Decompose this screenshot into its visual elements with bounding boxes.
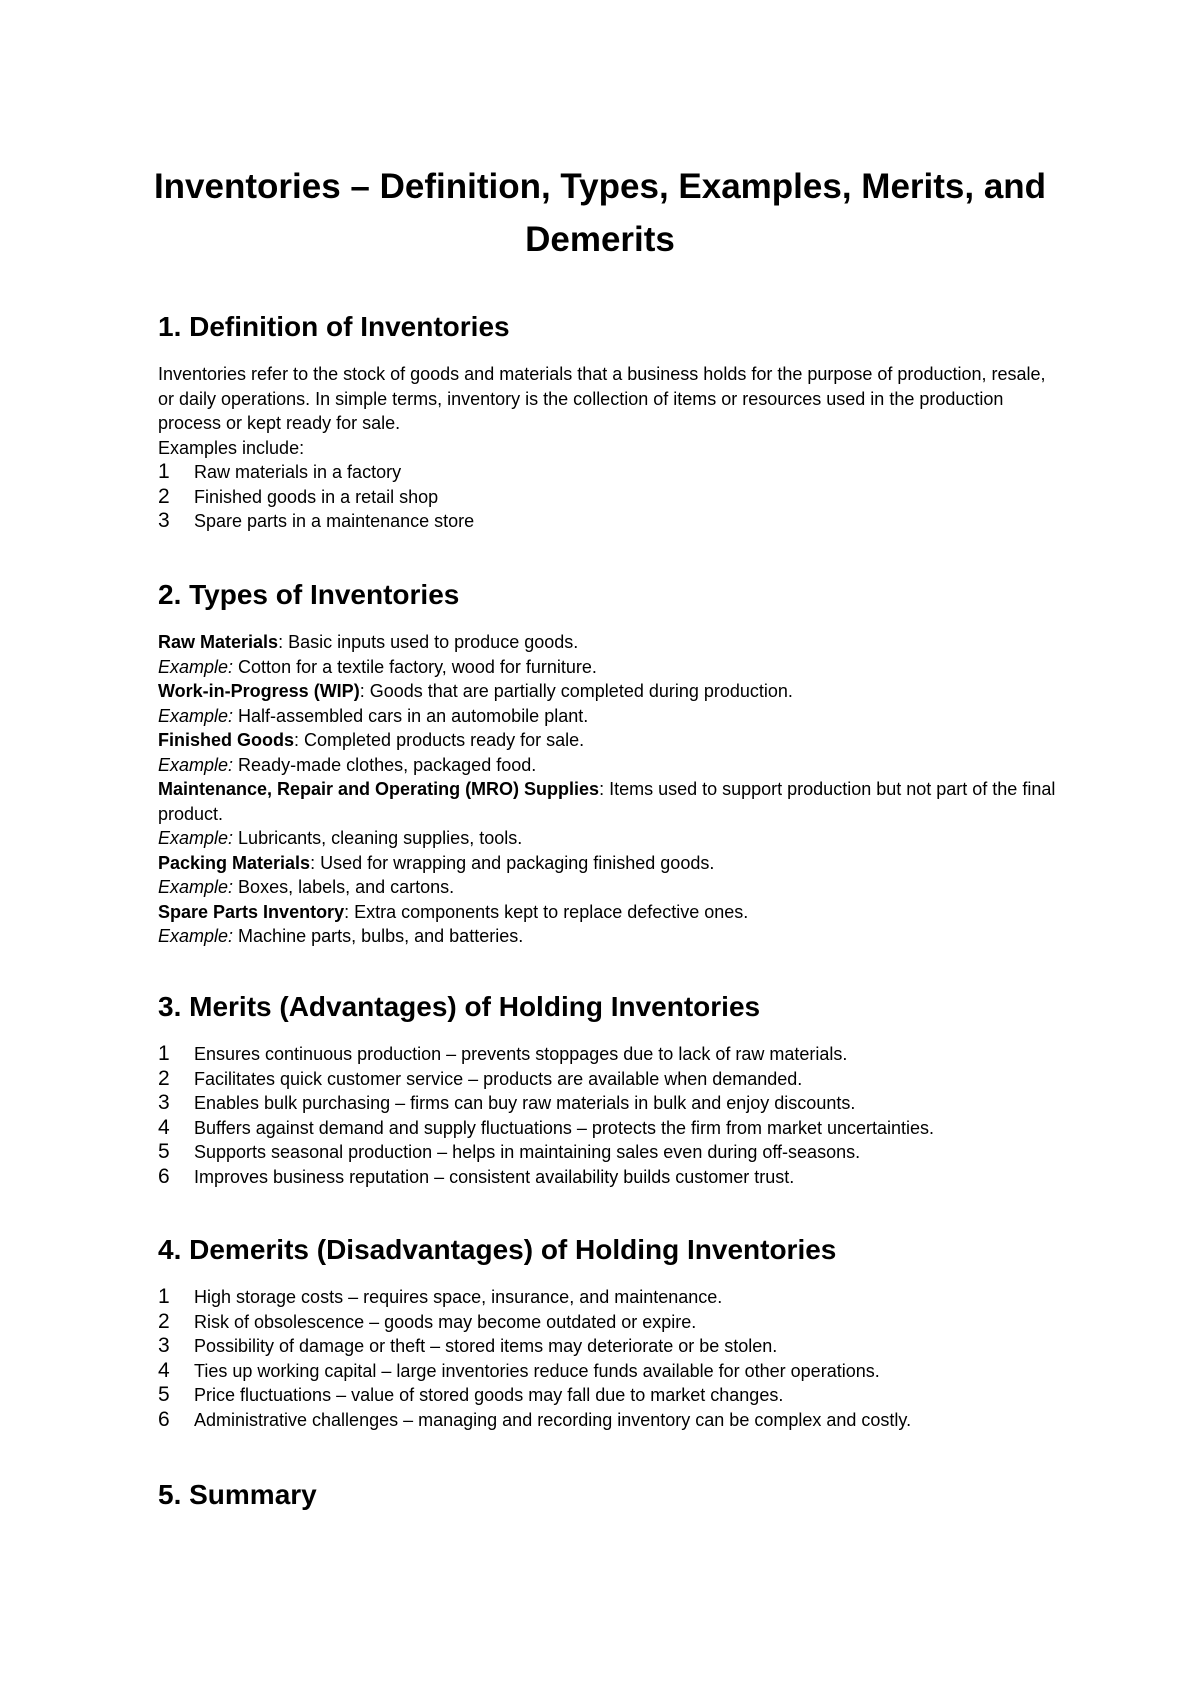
list-text: Risk of obsolescence – goods may become outdated or expire. [194,1311,697,1332]
demerits-list [158,1285,1058,1432]
type-example [158,753,1058,778]
type-name: Packing Materials [158,852,311,873]
list-item [158,485,1058,510]
type-name: Finished Goods [158,730,295,750]
type-description: : Completed products ready for sale. [294,730,585,750]
list-text: Supports seasonal production – helps in maintaining sales even during off-seasons. [194,1142,861,1162]
list-item [158,1091,1058,1116]
section-types [158,578,1058,949]
list-item [158,1359,1058,1384]
list-text: High storage costs – requires space, insurance, and maintenance. [194,1287,723,1307]
example-text: Boxes, labels, and cartons. [233,877,455,897]
section-definition [158,310,1058,534]
example-label: Example: [158,754,234,775]
list-item [158,1042,1058,1067]
example-text: Cotton for a textile factory, wood for furniture. [233,656,597,677]
list-number: 5 [158,1140,170,1163]
type-description: : Items used to support production but not part of the final product. [158,779,1056,824]
list-number: 1 [158,1042,170,1065]
example-label: Example: [158,705,234,726]
section-heading: 2. Types of Inventories [158,579,460,610]
list-item [158,1334,1058,1359]
list-number: 5 [158,1383,170,1406]
type-name: Raw Materials [158,632,279,652]
list-number: 2 [158,1066,170,1090]
type-example [158,826,1058,851]
section-heading: 4. Demerits (Disadvantages) of Holding Inventories [158,1234,837,1265]
type-name: Spare Parts Inventory [158,901,345,922]
list-item [158,1140,1058,1165]
list-item [158,1310,1058,1335]
section-heading: 1. Definition of Inventories [158,311,510,342]
list-item [158,1067,1058,1092]
merits-list [158,1042,1058,1189]
list-number: 2 [158,484,170,508]
type-name: Work-in-Progress (WIP) [158,681,360,701]
list-number: 1 [158,460,170,483]
example-text: Lubricants, cleaning supplies, tools. [233,828,523,848]
list-item [158,1383,1058,1408]
list-text: Administrative challenges – managing and recording inventory can be complex and costly. [194,1409,912,1430]
type-definition [158,900,1058,925]
list-text: Price fluctuations – value of stored goods may fall due to market changes. [194,1385,784,1405]
list-number: 4 [158,1115,170,1139]
example-text: Machine parts, bulbs, and batteries. [233,926,524,946]
section-merits [158,990,1058,1189]
list-number: 3 [158,1091,170,1114]
type-description: : Extra components kept to replace defective ones. [344,901,749,922]
type-description: : Used for wrapping and packaging finished goods. [310,852,715,873]
type-description: : Goods that are partially completed during production. [359,681,793,701]
section-heading: 3. Merits (Advantages) of Holding Inventories [158,991,761,1022]
example-label: Example: [158,656,234,677]
list-text: Spare parts in a maintenance store [194,511,475,531]
examples-intro: Examples include: [158,437,305,458]
list-item [158,1285,1058,1310]
example-label: Example: [158,828,234,848]
list-item [158,1165,1058,1190]
list-number: 3 [158,509,170,532]
type-definition [158,777,1058,826]
type-example [158,704,1058,729]
example-text: Ready-made clothes, packaged food. [233,754,537,775]
list-text: Facilitates quick customer service – products are available when demanded. [194,1068,803,1089]
list-item [158,509,1058,534]
list-number: 4 [158,1358,170,1382]
example-label: Example: [158,877,234,897]
examples-list [158,460,1058,534]
list-text: Ensures continuous production – prevents stoppages due to lack of raw materials. [194,1044,848,1064]
list-number: 2 [158,1309,170,1333]
section-demerits [158,1233,1058,1432]
list-item [158,1116,1058,1141]
type-definition [158,679,1058,704]
type-example [158,875,1058,900]
list-text: Enables bulk purchasing – firms can buy raw materials in bulk and enjoy discounts. [194,1093,856,1113]
type-example [158,924,1058,949]
list-number: 3 [158,1334,170,1357]
list-number: 6 [158,1164,170,1188]
list-text: Ties up working capital – large inventories reduce funds available for other operations. [194,1360,880,1381]
document-title: Inventories – Definition, Types, Examples, Merits, and Demerits [153,167,1047,259]
list-item [158,1408,1058,1433]
type-definition [158,851,1058,876]
type-example [158,655,1058,680]
list-number: 6 [158,1407,170,1431]
example-label: Example: [158,926,234,946]
type-description: : Basic inputs used to produce goods. [278,632,579,652]
type-name: Maintenance, Repair and Operating (MRO) Supplies [158,779,600,799]
list-number: 1 [158,1285,170,1308]
section-heading: 5. Summary [158,1479,317,1510]
type-definition [158,630,1058,655]
list-text: Buffers against demand and supply fluctuations – protects the firm from market uncertainties. [194,1117,935,1138]
definition-paragraph: Inventories refer to the stock of goods and materials that a business holds for the purpose of production, resale, or daily operations. In simple terms, inventory is the collection of items or resources used in the production process or kept ready for sale. [158,364,1046,433]
list-text: Possibility of damage or theft – stored items may deteriorate or be stolen. [194,1336,778,1356]
list-item [158,460,1058,485]
list-text: Improves business reputation – consistent availability builds customer trust. [194,1166,795,1187]
list-text: Raw materials in a factory [194,462,402,482]
section-summary [158,1478,1058,1530]
list-text: Finished goods in a retail shop [194,486,439,507]
type-definition [158,728,1058,753]
example-text: Half-assembled cars in an automobile plant. [233,705,589,726]
